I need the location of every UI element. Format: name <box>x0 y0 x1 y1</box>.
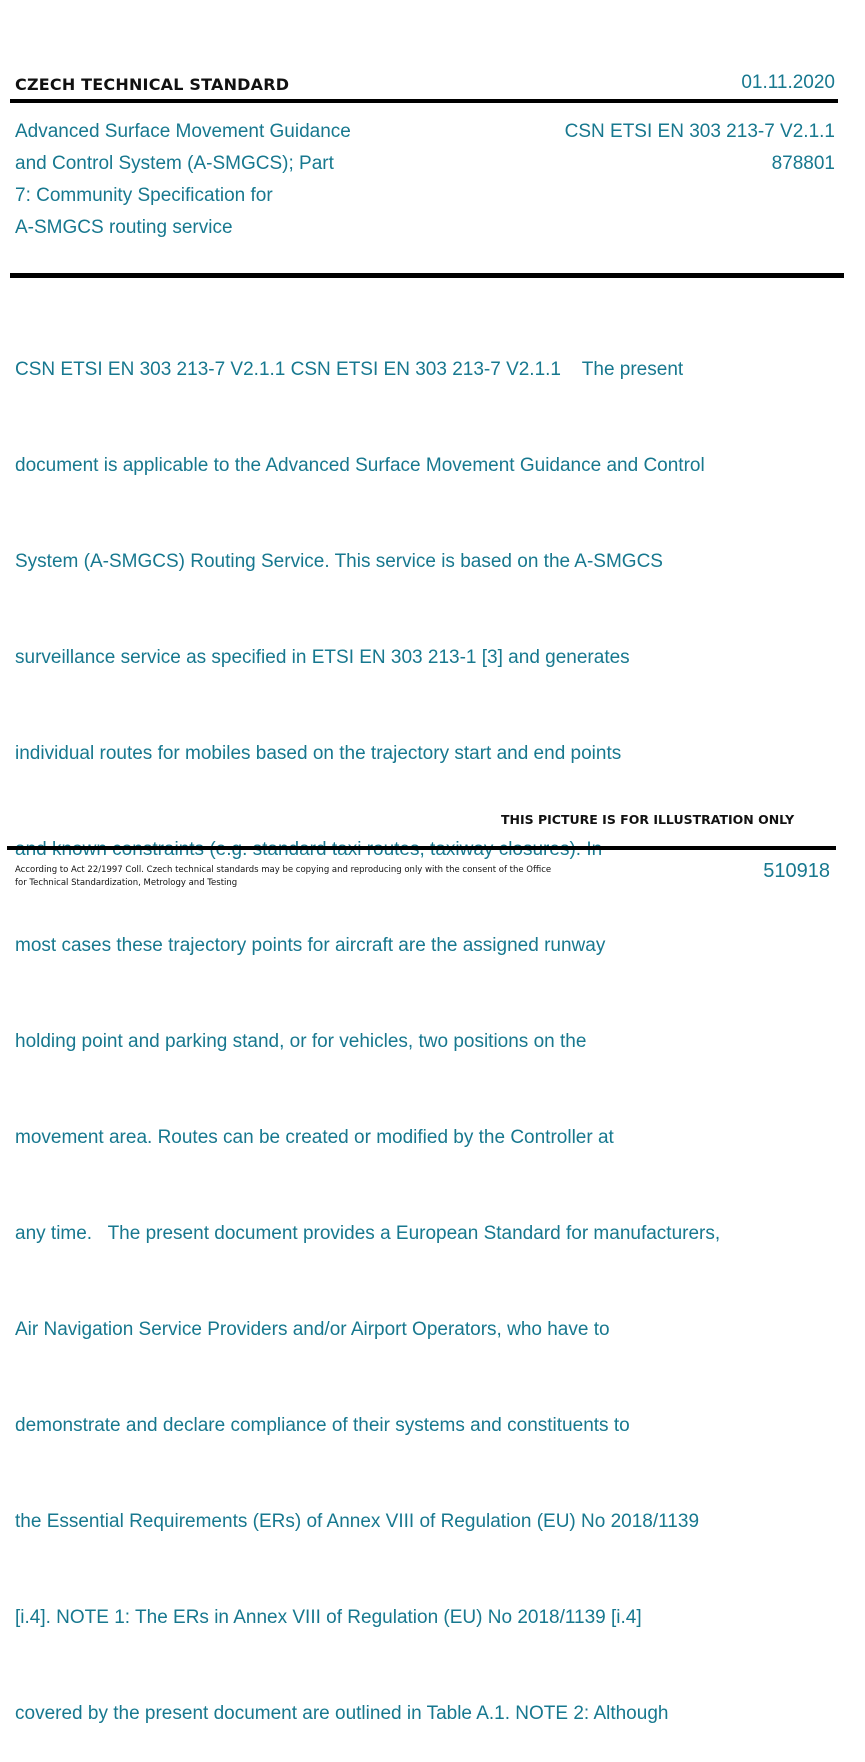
illustration-notice: THIS PICTURE IS FOR ILLUSTRATION ONLY <box>501 812 795 827</box>
abstract <box>15 290 845 1762</box>
abstract-line: movement area. Routes can be created or modified by the Controller at <box>15 1127 614 1148</box>
standard-info <box>565 116 835 180</box>
abstract-line: surveillance service as specified in ETSI EN 303 213-1 [3] and generates <box>15 647 630 668</box>
abstract-line: covered by the present document are outlined in Table A.1. NOTE 2: Although <box>15 1703 669 1724</box>
title-line: 7: Community Specification for <box>15 185 273 206</box>
abstract-line: the Essential Requirements (ERs) of Annex VIII of Regulation (EU) No 2018/1139 <box>15 1511 700 1532</box>
header-title: CZECH TECHNICAL STANDARD <box>15 75 290 94</box>
legal-notice <box>15 864 615 890</box>
abstract-line: demonstrate and declare compliance of their systems and constituents to <box>15 1415 630 1436</box>
footer-divider <box>7 846 836 850</box>
title-line: Advanced Surface Movement Guidance <box>15 121 351 142</box>
legal-line: According to Act 22/1997 Coll. Czech technical standards may be copying and reproducing only with the consent of the Office <box>15 865 552 875</box>
abstract-line: [i.4]. NOTE 1: The ERs in Annex VIII of Regulation (EU) No 2018/1139 [i.4] <box>15 1607 642 1628</box>
abstract-line: CSN ETSI EN 303 213-7 V2.1.1 CSN ETSI EN 303 213-7 V2.1.1 The present <box>15 359 684 380</box>
abstract-line: most cases these trajectory points for aircraft are the assigned runway <box>15 935 606 956</box>
abstract-line: any time. The present document provides a European Standard for manufacturers, <box>15 1223 721 1244</box>
document-title <box>15 116 415 244</box>
publication-date: 01.11.2020 <box>741 72 835 93</box>
legal-line: for Technical Standardization, Metrology and Testing <box>15 878 238 888</box>
abstract-line <box>15 834 845 866</box>
title-line: and Control System (A-SMGCS); Part <box>15 153 334 174</box>
abstract-line: individual routes for mobiles based on the trajectory start and end points <box>15 743 622 764</box>
abstract-line: Air Navigation Service Providers and/or Airport Operators, who have to <box>15 1319 610 1340</box>
section-divider <box>10 273 844 278</box>
abstract-line: System (A-SMGCS) Routing Service. This service is based on the A-SMGCS <box>15 551 663 572</box>
catalog-number: 878801 <box>771 153 835 174</box>
header-divider <box>10 99 838 103</box>
title-line: A-SMGCS routing service <box>15 217 233 238</box>
abstract-line: holding point and parking stand, or for vehicles, two positions on the <box>15 1031 587 1052</box>
standard-number: CSN ETSI EN 303 213-7 V2.1.1 <box>564 121 835 142</box>
footer-code: 510918 <box>763 860 830 882</box>
abstract-line: document is applicable to the Advanced Surface Movement Guidance and Control <box>15 455 705 476</box>
